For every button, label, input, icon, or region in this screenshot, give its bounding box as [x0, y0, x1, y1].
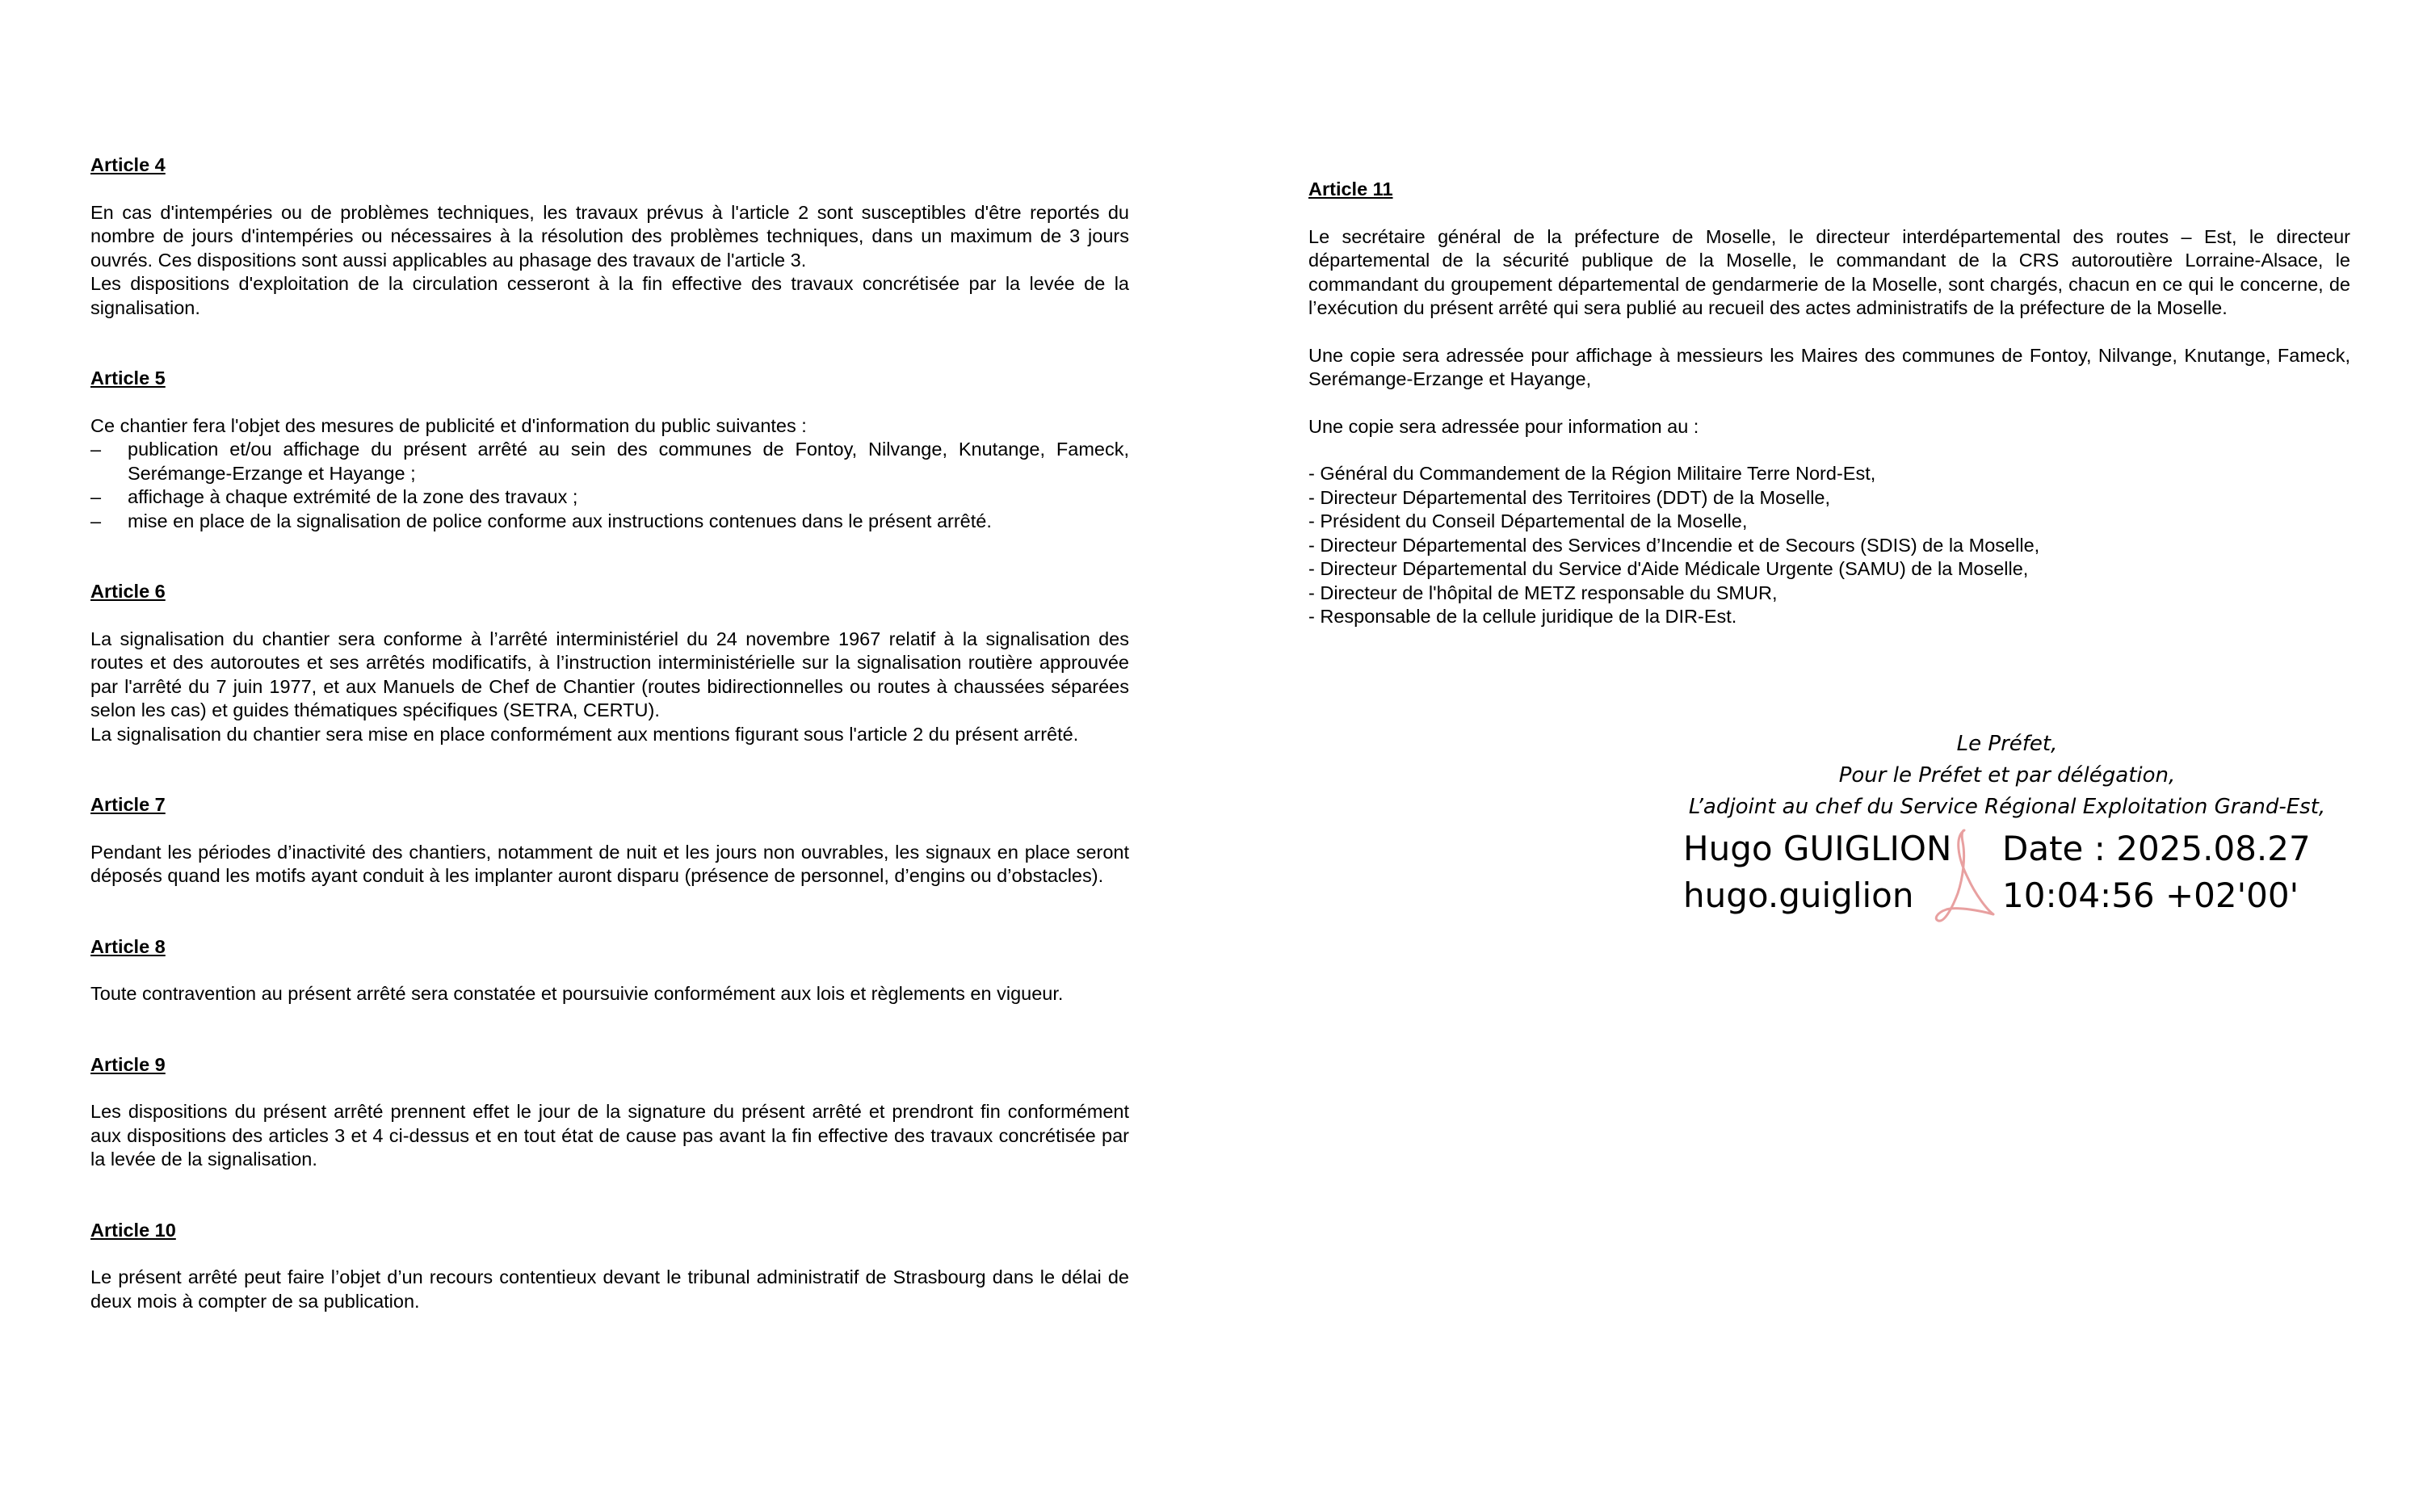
- article-8-paragraph: Toute contravention au présent arrêté sera constatée et poursuivie conformément aux lois et règlements en vigueur.: [90, 983, 1064, 1004]
- signature-line: Pour le Préfet et par délégation,: [1838, 763, 2176, 788]
- article-5: [90, 367, 1129, 533]
- article-4-heading: Article 4: [90, 154, 166, 175]
- article-6-paragraph: La signalisation du chantier sera mise en place conformément aux mentions figurant sous l'article 2 du présent arrêté.: [90, 723, 1079, 745]
- article-6-heading: Article 6: [90, 581, 166, 602]
- list-item: - Directeur Départemental du Service d'Aide Médicale Urgente (SAMU) de la Moselle,: [1308, 558, 2029, 579]
- signature-line: Le Préfet,: [1956, 732, 2058, 756]
- article-11-paragraph: Une copie sera adressée pour information au :: [1308, 415, 1699, 437]
- list-item: - Directeur Départemental des Services d’Incendie et de Secours (SDIS) de la Moselle,: [1308, 534, 2040, 556]
- list-item: - Directeur Départemental des Territoires (DDT) de la Moselle,: [1308, 486, 1831, 508]
- signature-time-line: 10:04:56 +02'00': [2002, 876, 2299, 915]
- dash-bullet: –: [90, 439, 102, 460]
- article-8: [90, 935, 1129, 1006]
- list-item: [90, 510, 1129, 534]
- article-10: [90, 1219, 1129, 1314]
- signer-id-line: hugo.guiglion: [1683, 876, 1914, 915]
- signature-line: L’adjoint au chef du Service Régional Exploitation Grand-Est,: [1688, 795, 2326, 819]
- article-8-heading: Article 8: [90, 935, 166, 957]
- article-4-paragraph: En cas d'intempéries ou de problèmes techniques, les travaux prévus à l'article 2 sont susceptibles d'être reportés du nombre de jours d'intempéries ou nécessaires à la résolution des problèmes techniques, dans un maximum de 3 jours ouvrés. Ces dispositions sont aussi applicables au phasage des travaux de l'article 3.: [90, 201, 1129, 271]
- pdf-signature-icon: [1925, 825, 1998, 926]
- article-7-paragraph: Pendant les périodes d’inactivité des chantiers, notamment de nuit et les jours non ouvrables, les signaux en place seront déposés quand les motifs ayant conduit à les implanter auront disparu (présence de personnel, d’engins ou d’obstacles).: [90, 841, 1129, 886]
- list-item: - Directeur de l'hôpital de METZ responsable du SMUR,: [1308, 582, 1778, 603]
- list-item: - Responsable de la cellule juridique de la DIR-Est.: [1308, 606, 1737, 627]
- list-item: - Président du Conseil Départemental de la Moselle,: [1308, 510, 1748, 531]
- list-item-text: publication et/ou affichage du présent arrêté au sein des communes de Fontoy, Nilvange, Knutange, Fameck, Serémange-Erzange et Hayange ;: [128, 439, 1129, 484]
- article-9: [90, 1053, 1129, 1172]
- dash-bullet: –: [90, 510, 102, 531]
- list-item: [90, 485, 1129, 510]
- list-item-text: mise en place de la signalisation de police conforme aux instructions contenues dans le présent arrêté.: [128, 510, 992, 531]
- article-9-heading: Article 9: [90, 1053, 166, 1075]
- recipients-list: [1308, 462, 2350, 629]
- signer-name: [1683, 825, 1951, 919]
- article-7: [90, 793, 1129, 888]
- article-4: [90, 153, 1129, 320]
- signer-name-line: Hugo GUIGLION: [1683, 829, 1952, 868]
- list-item-text: affichage à chaque extrémité de la zone des travaux ;: [128, 486, 578, 507]
- article-10-heading: Article 10: [90, 1219, 176, 1241]
- signature-date: [2002, 825, 2311, 919]
- article-11-heading: Article 11: [1308, 178, 1393, 200]
- digital-signature[interactable]: [1683, 825, 2362, 926]
- list-item: [90, 438, 1129, 485]
- publicity-measures-list: [90, 438, 1129, 533]
- article-11-paragraph: Une copie sera adressée pour affichage à messieurs les Maires des communes de Fontoy, Nilvange, Knutange, Fameck, Serémange-Erzange et Hayange,: [1308, 344, 2350, 389]
- article-5-heading: Article 5: [90, 368, 166, 388]
- article-7-heading: Article 7: [90, 794, 166, 815]
- article-9-paragraph: Les dispositions du présent arrêté prennent effet le jour de la signature du présent arrêté et prendront fin conformément aux dispositions des articles 3 et 4 ci-dessus et en tout état de cause pas avant la fin effective des travaux concrétisée par la levée de la signalisation.: [90, 1101, 1129, 1170]
- article-10-paragraph: Le présent arrêté peut faire l’objet d’un recours contentieux devant le tribunal administratif de Strasbourg dans le délai de deux mois à compter de sa publication.: [90, 1266, 1129, 1312]
- list-item: - Général du Commandement de la Région Militaire Terre Nord-Est,: [1308, 463, 1876, 484]
- right-column: [1308, 178, 2350, 629]
- article-6-paragraph: La signalisation du chantier sera conforme à l’arrêté interministériel du 24 novembre 1967 relatif à la signalisation des routes et des autoroutes et ses arrêtés modificatifs, à l’instruction interministérielle sur la signalisation routière approuvée par l'arrêté du 7 juin 1977, et aux Manuels de Chef de Chantier (routes bidirectionnelles ou routes à chaussées séparées selon les cas) et guides thématiques spécifiques (SETRA, CERTU).: [90, 628, 1129, 720]
- article-4-paragraph: Les dispositions d'exploitation de la circulation cesseront à la fin effective des travaux concrétisée par la levée de la signalisation.: [90, 273, 1129, 318]
- left-column: [90, 153, 1129, 1360]
- article-11-paragraph: Le secrétaire général de la préfecture de Moselle, le directeur interdépartemental des routes – Est, le directeur départemental de la sécurité publique de la Moselle, le commandant de la CRS autoroutière Lorraine-Alsace, le commandant du groupement départemental de gendarmerie de la Moselle, sont chargés, chacun en ce qui le concerne, de l’exécution du présent arrêté qui sera publié au recueil des actes administratifs de la préfecture de la Moselle.: [1308, 225, 2350, 318]
- signature-date-line: Date : 2025.08.27: [2002, 829, 2311, 868]
- article-6: [90, 580, 1129, 746]
- dash-bullet: –: [90, 486, 102, 507]
- signature-block: [1664, 729, 2350, 823]
- article-5-intro: Ce chantier fera l'objet des mesures de publicité et d'information du public suivantes :: [90, 414, 807, 436]
